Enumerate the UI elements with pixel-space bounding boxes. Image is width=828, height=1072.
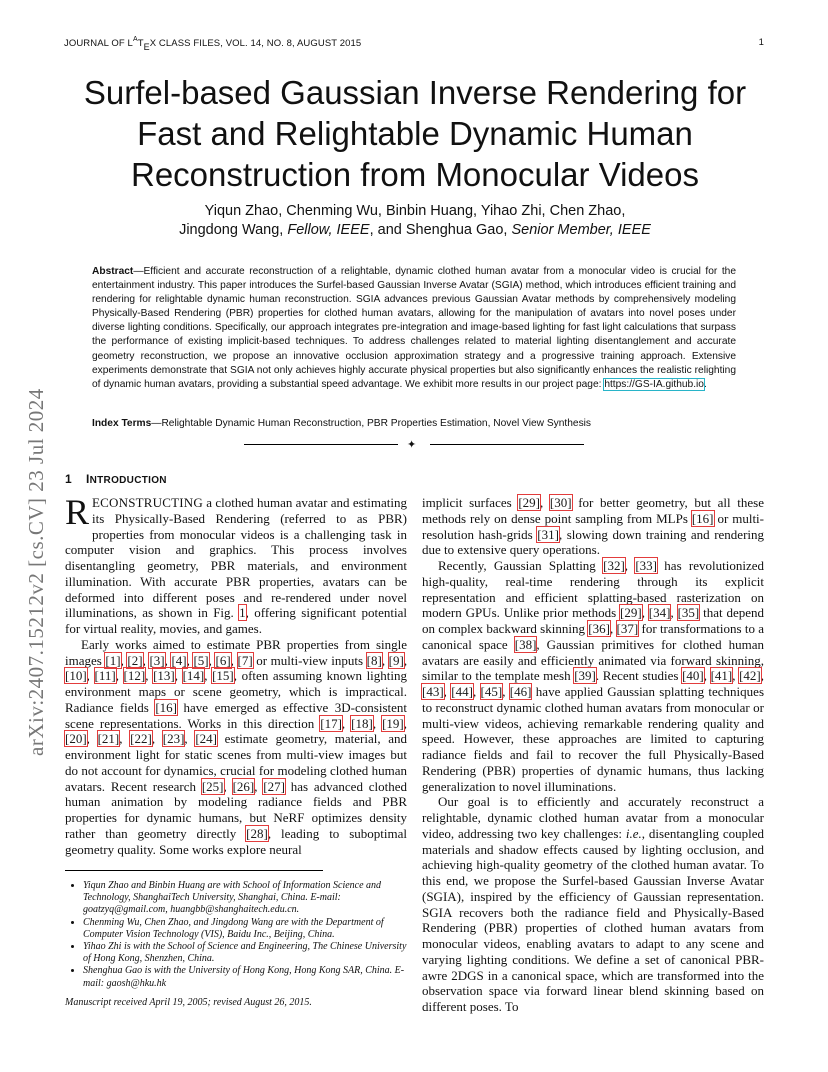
citation-link[interactable]: [31]: [537, 526, 559, 542]
running-header: [64, 37, 764, 51]
citation-link[interactable]: [39]: [574, 668, 596, 684]
journal-name: JOURNAL OF $L^AT_EX$ CLASS FILES, VOL. 14, NO. 8, AUGUST 2015: [64, 36, 362, 53]
abstract-text: —Efficient and accurate reconstruction of a relightable, dynamic clothed human avatar from a monocular video is crucial for the entertainment industry. This paper introduces the Surfel-based Gaussian Inverse Avatar (SGIA) method, which introduces efficient training and rendering for relightable dynamic human reconstruction. SGIA advances previous Gaussian Avatar methods by comprehensively modeling Physically-Based Rendering (PBR) properties for clothed human avatars, allowing for the manipulation of avatars into novel poses under diverse lighting conditions. Specifically, our approach integrates pre-integration and image-based lighting for fast light calculations that surpass the performance of existing implicit-based techniques. To address challenges related to material lighting disentanglement and accurate geometry reconstruction, we propose an innovative occlusion approximation strategy and a progressive training approach. Extensive experiments demonstrate that SGIA not only achieves highly accurate physical properties but also significantly enhances the realistic relighting of dynamic human avatars, providing a substantial speed advantage. We exhibit more results in our project page:: [92, 266, 736, 390]
citation-link[interactable]: [10]: [65, 668, 87, 684]
title-line: Surfel-based Gaussian Inverse Rendering for: [83, 74, 747, 111]
citation-link[interactable]: [24]: [195, 731, 217, 747]
index-terms-text: —Relightable Dynamic Human Reconstruction, PBR Properties Estimation, Novel View Synthesis: [151, 418, 592, 429]
paragraph: Recently, Gaussian Splatting [32], [33] has revolutionized high-quality, real-time rendering through its explicit representation and efficient splatting-based rasterization on modern GPUs. Unlike prior methods [29], [34], [35] that depend on complex backward skinning [36], [37] for transformations to a canonical space [38], Gaussian primitives for clothed human avatars are easily and efficiently animated via forward skinning, similar to the template mesh [39]. Recent studies [40], [41], [42], [43], [44], [45], [46] have applied Gaussian splatting techniques to reconstruct dynamic clothed human avatars from monocular or multi-view videos, achieving remarkable rendering quality and speed. However, these approaches are limited to capturing radiance fields and fail to recover the full Physically-Based Rendering (PBR) properties of dynamic humans, thus lacking generalization to novel illuminations.: [422, 558, 765, 794]
citation-link[interactable]: [29]: [620, 605, 642, 621]
citation-link[interactable]: [32]: [603, 558, 625, 573]
citation-link[interactable]: [18]: [351, 715, 373, 731]
citation-link[interactable]: [3]: [149, 652, 165, 668]
citation-link[interactable]: [46]: [509, 684, 532, 699]
citation-link[interactable]: [35]: [677, 605, 700, 621]
citation-link[interactable]: [2]: [127, 652, 143, 668]
index-terms: [92, 418, 736, 429]
project-page-link[interactable]: https://GS-IA.github.io: [604, 378, 704, 390]
footnote-item: • Yihao Zhi is with the School of Science and Engineering, The Chinese University of Hong Kong, Shenzhen, China.: [83, 941, 407, 965]
left-column: [65, 492, 408, 857]
manuscript-note: Manuscript received April 19, 2005; revised August 26, 2015.: [65, 997, 312, 1008]
citation-link[interactable]: [9]: [388, 652, 404, 668]
paragraph: implicit surfaces [29], [30] for better geometry, but all these methods rely on dense point sampling from MLPs [16] or multi-resolution hash-grids [31], slowing down training and rendering due to extensive query operations.: [422, 495, 765, 558]
footnotes: [65, 880, 407, 990]
paragraph: RECONSTRUCTING a clothed human avatar and estimating its Physically-Based Rendering (referred to as PBR) properties from monocular videos is a challenging task in computer vision and graphics. This process involves disentangling geometry, PBR materials, and environment illumination. With accurate PBR properties, avatars can be deformed into different poses and re-rendered under novel illuminations, as shown in Fig. 1, offering significant potential for virtual reality, movies, and games.: [65, 492, 408, 636]
citation-link[interactable]: [21]: [97, 731, 120, 747]
title-line: Fast and Relightable Dynamic Human: [137, 115, 693, 152]
paper-title: [60, 72, 770, 195]
citation-link[interactable]: [8]: [366, 652, 382, 668]
citation-link[interactable]: [42]: [739, 668, 761, 684]
citation-link[interactable]: [37]: [616, 621, 639, 636]
citation-link[interactable]: [12]: [123, 668, 146, 684]
abstract: Abstract—Efficient and accurate reconstruction of a relightable, dynamic clothed human avatar from a monocular video is crucial for the entertainment industry. This paper introduces the Surfel-based Gaussian Inverse Avatar (SGIA) method, which introduces efficient training and rendering for relightable dynamic human reconstruction. SGIA advances previous Gaussian Avatar methods by comprehensively modeling Physically-Based Rendering (PBR) properties for clothed human avatars, allowing for the manipulation of avatars into novel poses under diverse lighting conditions. Specifically, our approach integrates pre-integration and image-based lighting for fast light calculations that surpass the performance of existing implicit-based techniques. To address challenges related to material lighting disentanglement and accurate geometry reconstruction, we propose an innovative occlusion approximation strategy and a progressive training approach. Extensive experiments demonstrate that SGIA not only achieves highly accurate physical properties but also significantly enhances the realistic relighting of dynamic human avatars, providing a substantial speed advantage. We exhibit more results in our project page: https://GS-IA.github.io.: [92, 266, 736, 390]
abstract-label: Abstract: [92, 266, 134, 277]
citation-link[interactable]: [1]: [105, 652, 121, 668]
arxiv-stamp: arXiv:2407.15212v2 [cs.CV] 23 Jul 2024: [24, 388, 48, 756]
citation-link[interactable]: [25]: [201, 778, 224, 794]
figure-link[interactable]: 1: [239, 605, 246, 621]
paragraph: Early works aimed to estimate PBR properties from single images [1], [2], [3], [4], [5], [6], [7] or multi-view inputs [8], [9], [10], [11], [12], [13], [14], [15], often assuming known lighting environment maps or scene geometry, which is impractical. Radiance fields [16] have emerged as effective 3D-consistent scene representations. Works in this direction [17], [18], [19], [20], [21], [22], [23], [24] estimate geometry, material, and environment light for static scenes from multi-view images but do not account for dynamics, crucial for modeling clothed human avatars. Recent research [25], [26], [27] has advanced clothed human animation by modeling radiance fields and PBR properties for dynamic humans, but NeRF optimizes density rather than geometry directly [28], leading to suboptimal geometry quality. Some works explore neural: [65, 636, 408, 857]
diamond-icon: ✦: [407, 439, 417, 451]
citation-link[interactable]: [43]: [422, 684, 444, 699]
citation-link[interactable]: [7]: [237, 652, 253, 668]
page-number: 1: [758, 37, 764, 48]
footnote-rule: [65, 870, 323, 871]
citation-link[interactable]: [30]: [549, 495, 572, 510]
citation-link[interactable]: [45]: [480, 684, 503, 699]
citation-link[interactable]: [14]: [182, 668, 205, 684]
footnote-item: • Shenghua Gao is with the University of Hong Kong, Hong Kong SAR, China. E-mail: gaosh@hku.hk: [83, 965, 407, 989]
footnote-item: • Yiqun Zhao and Binbin Huang are with School of Information Science and Technology, ShanghaiTech University, Shanghai, China. E-mail: goatzyq@gmail.com, huangbb@shanghaitech.edu.cn.: [83, 880, 407, 917]
author-list: [60, 202, 770, 240]
citation-link[interactable]: [38]: [514, 636, 537, 652]
citation-link[interactable]: [29]: [518, 495, 540, 510]
citation-link[interactable]: [11]: [94, 668, 116, 684]
citation-link[interactable]: [4]: [171, 652, 187, 668]
citation-link[interactable]: [40]: [682, 668, 704, 684]
index-terms-label: Index Terms: [92, 418, 152, 429]
authors-line-1: Yiqun Zhao, Chenming Wu, Binbin Huang, Yihao Zhi, Chen Zhao,: [204, 203, 626, 219]
citation-link[interactable]: [6]: [215, 652, 231, 668]
citation-link[interactable]: [26]: [232, 778, 255, 794]
citation-link[interactable]: [33]: [635, 558, 657, 573]
citation-link[interactable]: [15]: [212, 668, 234, 684]
citation-link[interactable]: [36]: [588, 621, 610, 636]
citation-link[interactable]: [16]: [155, 699, 177, 715]
citation-link[interactable]: [20]: [65, 731, 87, 747]
citation-link[interactable]: [5]: [193, 652, 209, 668]
authors-line-2: Jingdong Wang, Fellow, IEEE, and Shenghua Gao, Senior Member, IEEE: [179, 222, 651, 238]
drop-cap: R: [65, 492, 90, 532]
citation-link[interactable]: [16]: [691, 510, 714, 526]
citation-link[interactable]: [27]: [263, 778, 285, 794]
title-line: Reconstruction from Monocular Videos: [131, 156, 699, 193]
footnote-item: • Chenming Wu, Chen Zhao, and Jingdong Wang are with the Department of Computer Vision Technology (VIS), Baidu Inc., Beijing, China.: [83, 917, 407, 941]
citation-link[interactable]: [41]: [710, 668, 733, 684]
right-column: [422, 495, 764, 1015]
citation-link[interactable]: [23]: [162, 731, 185, 747]
paragraph: Our goal is to efficiently and accurately reconstruct a relightable, dynamic clothed human avatar from a monocular video, addressing two key challenges: i.e., disentangling coupled materials and shadow effects caused by lighting occlusion, and achieving high-quality geometry of the clothed human avatar. To this end, we propose the Surfel-based Gaussian Inverse Avatar (SGIA), inspired by the efficiency of Gaussian representation. SGIA recovers both the radiance field and Physically-Based Rendering (PBR) properties of clothed human avatars from monocular videos, enabling avatars to adapt to any scene and varying lighting conditions. We define a set of canonical PBR-awre 2DGS in a canonical space, which are transformed into the observation space via forward linear blend skinning based on different poses. To: [422, 794, 764, 1014]
citation-link[interactable]: [19]: [382, 715, 404, 731]
citation-link[interactable]: [22]: [130, 731, 152, 747]
citation-link[interactable]: [28]: [246, 825, 268, 841]
section-heading: 1 INTRODUCTION: [65, 472, 167, 486]
section-divider: [244, 440, 584, 450]
citation-link[interactable]: [13]: [153, 668, 175, 684]
citation-link[interactable]: [44]: [451, 684, 473, 699]
citation-link[interactable]: [34]: [648, 605, 671, 621]
citation-link[interactable]: [17]: [320, 715, 342, 731]
